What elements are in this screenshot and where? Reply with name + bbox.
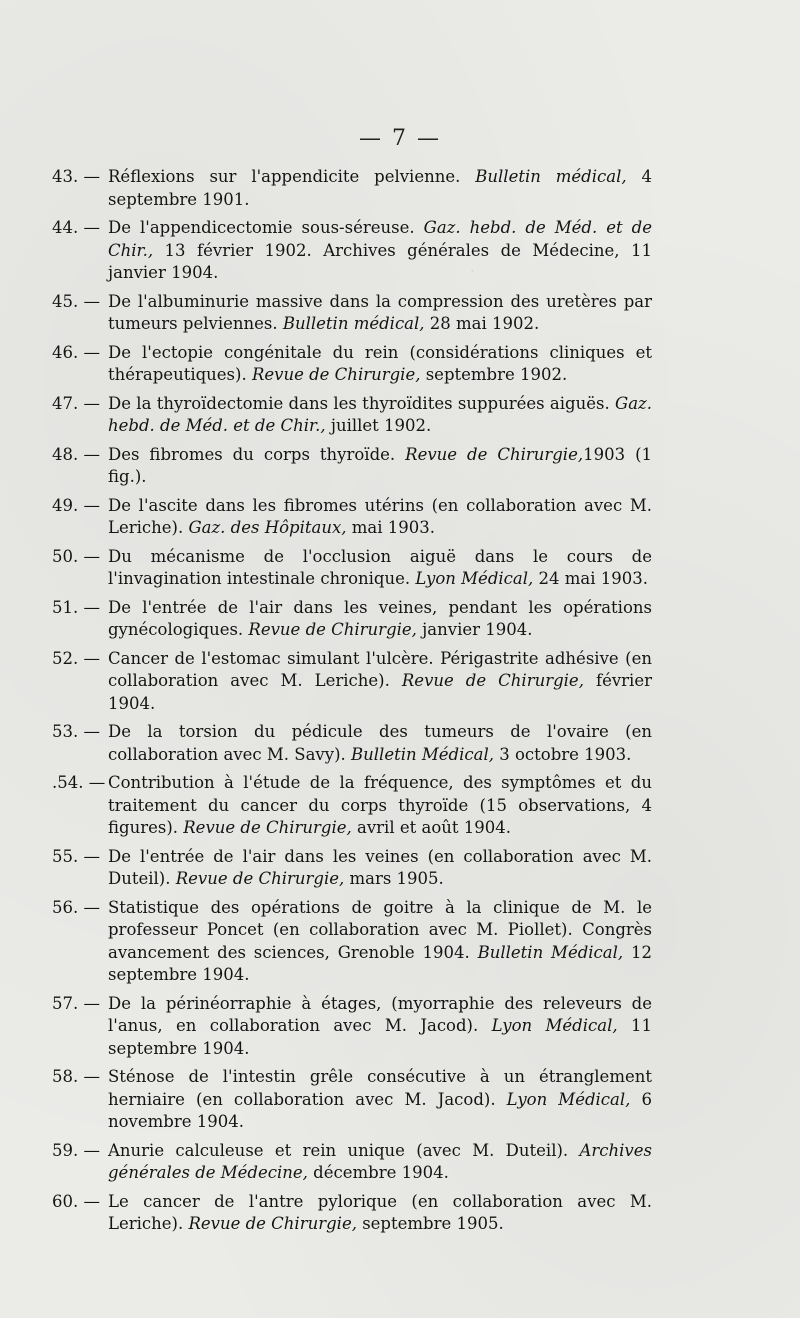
bibliography-list [52, 166, 652, 1242]
entry-journal: Revue de Chirurgie, [175, 869, 345, 888]
bibliography-entry [52, 772, 652, 840]
entry-date: 3 octobre 1903. [493, 744, 632, 764]
entry-number: 59. — [52, 1140, 100, 1160]
entry-title: De la périnéorraphie à étages, (myorraphie des releveurs de l'anus, en collaboration avec M. Jacod). [108, 993, 652, 1035]
entry-title: De l'ectopie congénitale du rein (considérations cliniques et thérapeutiques). [108, 342, 652, 384]
bibliography-entry [52, 495, 652, 540]
entry-title: De l'albuminurie massive dans la compression des uretères par tumeurs pelviennes. [108, 291, 652, 333]
entry-title: De l'ascite dans les fibromes utérins (en collaboration avec M. Leriche). [108, 495, 652, 537]
bibliography-entry [52, 444, 652, 489]
entry-date: janvier 1904. [416, 620, 533, 639]
entry-number: 56. — [52, 897, 100, 917]
entry-date: 12 septembre 1904. [108, 942, 652, 984]
entry-date: 28 mai 1902. [424, 314, 540, 333]
entry-journal: Archives générales de Médecine, [108, 1140, 652, 1182]
entry-journal: Bulletin médical, [475, 167, 627, 186]
entry-number: 46. — [52, 342, 100, 362]
bibliography-entry [52, 993, 652, 1061]
entry-title: Sténose de l'intestin grêle consécutive à un étranglement herniaire (en collaboration avec M. Jacod). [108, 1067, 652, 1109]
bibliography-entry [52, 846, 652, 891]
entry-number: 52. — [52, 648, 100, 668]
entry-number: 45. — [52, 291, 100, 311]
entry-date: septembre 1905. [356, 1214, 504, 1233]
entry-title: Des fibromes du corps thyroïde. [108, 444, 406, 464]
bibliography-entry [52, 721, 652, 766]
bibliography-entry [52, 1191, 652, 1236]
entry-date: 1903 (1 fig.). [108, 444, 653, 486]
bibliography-entry [52, 546, 652, 591]
entry-journal: Bulletin Médical, [351, 744, 494, 764]
entry-journal: Gaz. hebd. de Méd. et de Chir., [108, 218, 652, 260]
entry-date: 6 novembre 1904. [108, 1089, 652, 1131]
show-through-artifact: · [470, 262, 475, 280]
entry-journal: Bulletin Médical, [477, 942, 624, 962]
entry-title: De la torsion du pédicule des tumeurs de l'ovaire (en collaboration avec M. Savy). [108, 722, 652, 764]
entry-date: mars 1905. [344, 869, 444, 888]
entry-journal: Gaz. des Hôpitaux, [188, 518, 347, 537]
entry-date: 11 septembre 1904. [108, 1016, 652, 1058]
entry-journal: Bulletin médical, [282, 314, 425, 333]
entry-number: .54. — [52, 773, 106, 792]
bibliography-entry [52, 597, 652, 642]
entry-date: décembre 1904. [307, 1163, 449, 1182]
entry-number: 50. — [52, 546, 100, 566]
bibliography-entry [52, 1140, 652, 1185]
page-number: — 7 — [359, 126, 441, 151]
entry-number: 53. — [52, 722, 100, 741]
entry-journal: Lyon Médical, [415, 569, 534, 588]
entry-date: 4 septembre 1901. [108, 167, 652, 209]
bibliography-entry [52, 393, 652, 438]
entry-title: De l'entrée de l'air dans les veines, pendant les opérations gynécologiques. [108, 597, 652, 639]
bibliography-entry [52, 1066, 652, 1134]
entry-journal: Lyon Médical, [506, 1089, 631, 1109]
entry-journal: Revue de Chirurgie, [188, 1214, 357, 1233]
entry-title: Cancer de l'estomac simulant l'ulcère. Périgastrite adhésive (en collaboration avec M. Leriche). [108, 648, 652, 690]
bibliography-entry [52, 217, 652, 285]
entry-journal: Revue de Chirurgie, [248, 620, 417, 639]
entry-number: 49. — [52, 495, 100, 515]
entry-number: 51. — [52, 597, 100, 617]
entry-title: Du mécanisme de l'occlusion aiguë dans le cours de l'invagination intestinale chronique. [108, 546, 652, 588]
entry-title: De l'entrée de l'air dans les veines (en collaboration avec M. Duteil). [108, 846, 652, 888]
entry-date: 13 février 1902. Archives générales de Médecine, 11 janvier 1904. [108, 240, 652, 282]
entry-date: mai 1903. [346, 518, 436, 537]
entry-date: septembre 1902. [420, 365, 568, 384]
bibliography-entry [52, 166, 652, 211]
entry-number: 58. — [52, 1067, 100, 1086]
entry-number: 57. — [52, 993, 100, 1013]
entry-journal: Lyon Médical, [491, 1016, 618, 1035]
bibliography-entry [52, 342, 652, 387]
entry-title: Le cancer de l'antre pylorique (en collaboration avec M. Leriche). [108, 1191, 652, 1233]
entry-title: De l'appendicectomie sous-séreuse. [108, 218, 424, 237]
entry-number: 60. — [52, 1191, 100, 1211]
entry-number: 43. — [52, 167, 100, 186]
entry-number: 55. — [52, 846, 100, 866]
entry-journal: Revue de Chirurgie, [405, 444, 584, 464]
entry-journal: Gaz. hebd. de Méd. et de Chir., [108, 393, 652, 435]
entry-title: Anurie calculeuse et rein unique (avec M. Duteil). [108, 1140, 580, 1160]
entry-date: avril et août 1904. [351, 818, 511, 837]
entry-number: 47. — [52, 393, 100, 413]
entry-journal: Revue de Chirurgie, [251, 365, 421, 384]
bibliography-entry [52, 897, 652, 987]
entry-date: février 1904. [108, 671, 652, 713]
entry-date: juillet 1902. [325, 416, 432, 435]
entry-number: 44. — [52, 218, 100, 237]
entry-number: 48. — [52, 444, 100, 464]
bibliography-entry [52, 648, 652, 716]
entry-journal: Revue de Chirurgie, [401, 671, 584, 690]
entry-date: 24 mai 1903. [533, 569, 648, 588]
bibliography-entry [52, 291, 652, 336]
entry-title: Réflexions sur l'appendicite pelvienne. [108, 167, 476, 186]
entry-journal: Revue de Chirurgie, [183, 818, 352, 837]
entry-title: De la thyroïdectomie dans les thyroïdites suppurées aiguës. [108, 393, 616, 413]
entry-title: Contribution à l'étude de la fréquence, des symptômes et du traitement du cancer du corps thyroïde (15 observations, 4 figures). [108, 773, 652, 837]
entry-title: Statistique des opérations de goitre à la clinique de M. le professeur Poncet (en collaboration avec M. Piollet). Congrès avancement des sciences, Grenoble 1904. [108, 897, 652, 962]
